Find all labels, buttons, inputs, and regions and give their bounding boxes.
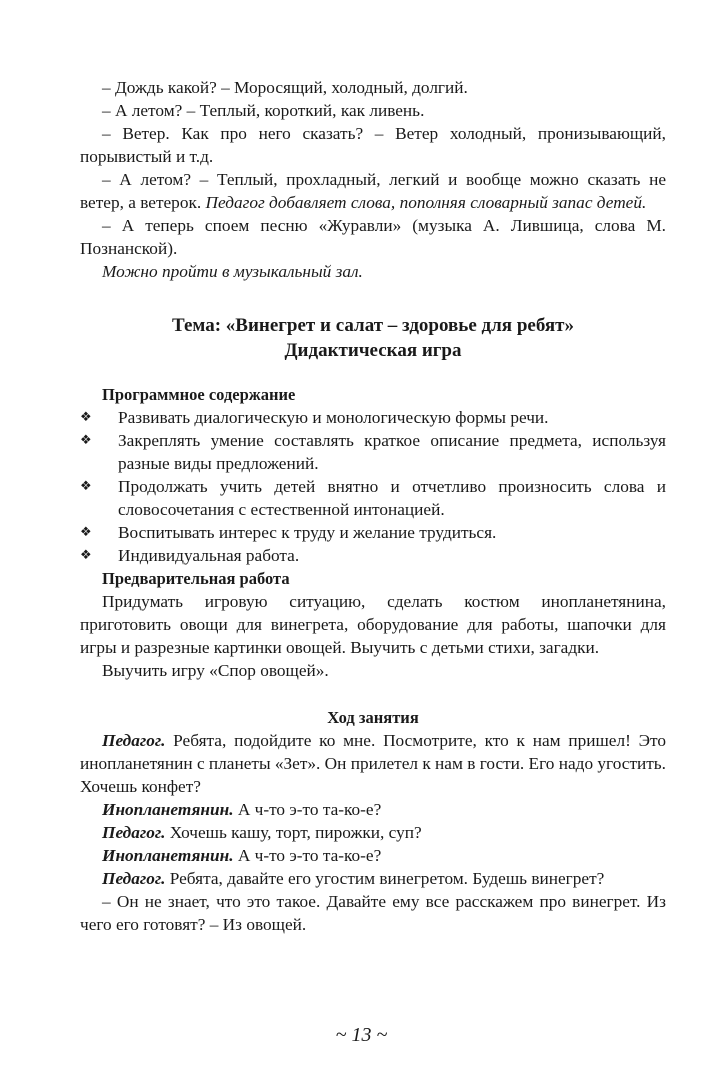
song-line: – А теперь споем песню «Журавли» (музыка А. Лившица, слова М. Познанской). bbox=[80, 216, 666, 258]
topic-title: Тема: «Винегрет и салат – здоровье для ребят» bbox=[172, 315, 574, 336]
dialogue-line: – А летом? – Теплый, короткий, как ливень. bbox=[102, 101, 425, 120]
bullet-icon: ❖ bbox=[80, 548, 92, 563]
bullet-icon: ❖ bbox=[80, 479, 92, 494]
bullet-icon: ❖ bbox=[80, 525, 92, 540]
lesson-heading: Ход занятия bbox=[327, 708, 419, 727]
dialogue-line: – Ветер. Как про него сказать? – Ветер холодный, пронизывающий, порывистый и т.д. bbox=[80, 124, 666, 166]
lesson-line: Педагог. Хочешь кашу, торт, пирожки, суп? bbox=[102, 823, 422, 842]
prep-paragraph: Выучить игру «Спор овощей». bbox=[102, 661, 329, 680]
music-hall-note: Можно пройти в музыкальный зал. bbox=[102, 262, 363, 281]
teacher-note: Педагог добавляет слова, пополняя словарный запас детей. bbox=[205, 193, 647, 212]
speaker-label: Педагог. bbox=[102, 869, 166, 888]
list-item: ❖ Закреплять умение составлять краткое описание предмета, используя разные виды предложений. bbox=[80, 431, 666, 473]
list-item: ❖ Развивать диалогическую и монологическую формы речи. bbox=[80, 408, 549, 427]
speaker-label: Инопланетянин. bbox=[102, 846, 234, 865]
dialogue-paragraph bbox=[80, 168, 666, 214]
program-list bbox=[80, 406, 666, 567]
lesson-line: Инопланетянин. А ч-то э-то та-ко-е? bbox=[102, 800, 382, 819]
page-content bbox=[80, 76, 666, 936]
list-item: ❖ Индивидуальная работа. bbox=[80, 546, 300, 565]
prep-heading: Предварительная работа bbox=[102, 569, 290, 588]
topic-subtitle: Дидактическая игра bbox=[284, 340, 462, 361]
prep-paragraph: Придумать игровую ситуацию, сделать костюм инопланетянина, приготовить овощи для винегрета, оборудование для работы, шапочки для игры и разрезные картинки овощей. Выучить с детьми стихи, загадки. bbox=[80, 592, 666, 657]
speaker-label: Педагог. bbox=[102, 823, 166, 842]
lesson-line: Педагог. Ребята, давайте его угостим винегретом. Будешь винегрет? bbox=[102, 869, 605, 888]
bullet-icon: ❖ bbox=[80, 433, 92, 448]
lesson-line: – Он не знает, что это такое. Давайте ему все расскажем про винегрет. Из чего его готовят? – Из овощей. bbox=[80, 892, 666, 934]
program-heading: Программное содержание bbox=[102, 385, 296, 404]
dialogue-line: – Дождь какой? – Моросящий, холодный, долгий. bbox=[102, 78, 468, 97]
dialogue-text: – А летом? – Теплый, прохладный, легкий и вообще можно сказать не ветер, а ветерок. bbox=[80, 170, 666, 212]
lesson-line: Педагог. Ребята, подойдите ко мне. Посмотрите, кто к нам пришел! Это инопланетянин с планеты «Зет». Он прилетел к нам в гости. Его надо угостить. Хочешь конфет? bbox=[80, 731, 666, 796]
lesson-line: Инопланетянин. А ч-то э-то та-ко-е? bbox=[102, 846, 382, 865]
list-item: ❖ Воспитывать интерес к труду и желание трудиться. bbox=[80, 523, 497, 542]
page-number: ~ 13 ~ bbox=[335, 1024, 388, 1046]
speaker-label: Инопланетянин. bbox=[102, 800, 234, 819]
bullet-icon: ❖ bbox=[80, 410, 92, 425]
speaker-label: Педагог. bbox=[102, 731, 166, 750]
list-item: ❖ Продолжать учить детей внятно и отчетливо произносить слова и словосочетания с естественной интонацией. bbox=[80, 477, 666, 519]
